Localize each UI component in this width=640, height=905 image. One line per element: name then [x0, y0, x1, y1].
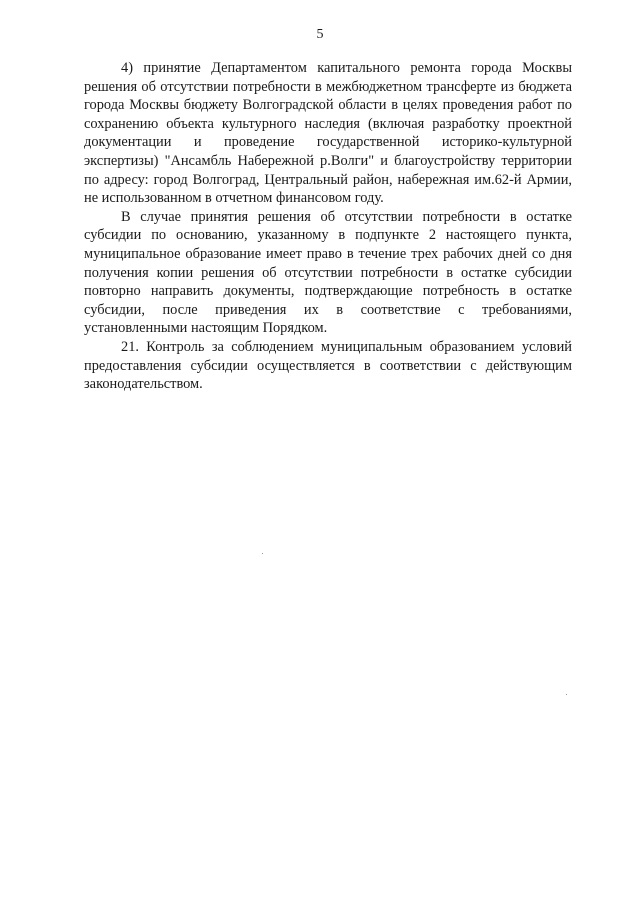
paragraph-item-4-repair-department-decision: 4) принятие Департаментом капитального ремонта города Москвы решения об отсутствии потребности в межбюджетном трансферте из бюджета города Москвы бюджету Волгоградской области в целях проведения работ по сохранению объекта культурного наследия (включая разработку проектной документации и проведение государственной историко-культурной экспертизы) "Ансамбль Набережной р.Волги" и благоустройству территории по адресу: город Волгоград, Центральный район, набережная им.62-й Армии, не использованном в отчетном финансовом году.: [84, 60, 572, 207]
paragraph-item-21-control: 21. Контроль за соблюдением муниципальным образованием условий предоставления субсидии осуществляется в соответствии с действующим законодательством.: [84, 338, 572, 393]
page-number: 5: [316, 27, 324, 42]
scan-speck: [566, 694, 567, 695]
paragraph-resubmission-right: В случае принятия решения об отсутствии потребности в остатке субсидии по основанию, указанному в подпункте 2 настоящего пункта, муниципальное образование имеет право в течение трех рабочих дней со дня получения копии решения об отсутствии потребности в остатке субсидии повторно направить документы, подтверждающие потребность в остатке субсидии, после приведения их в соответствие с требованиями, установленными настоящим Порядком.: [84, 208, 572, 337]
scan-speck: [262, 553, 263, 554]
document-body: [84, 59, 572, 394]
